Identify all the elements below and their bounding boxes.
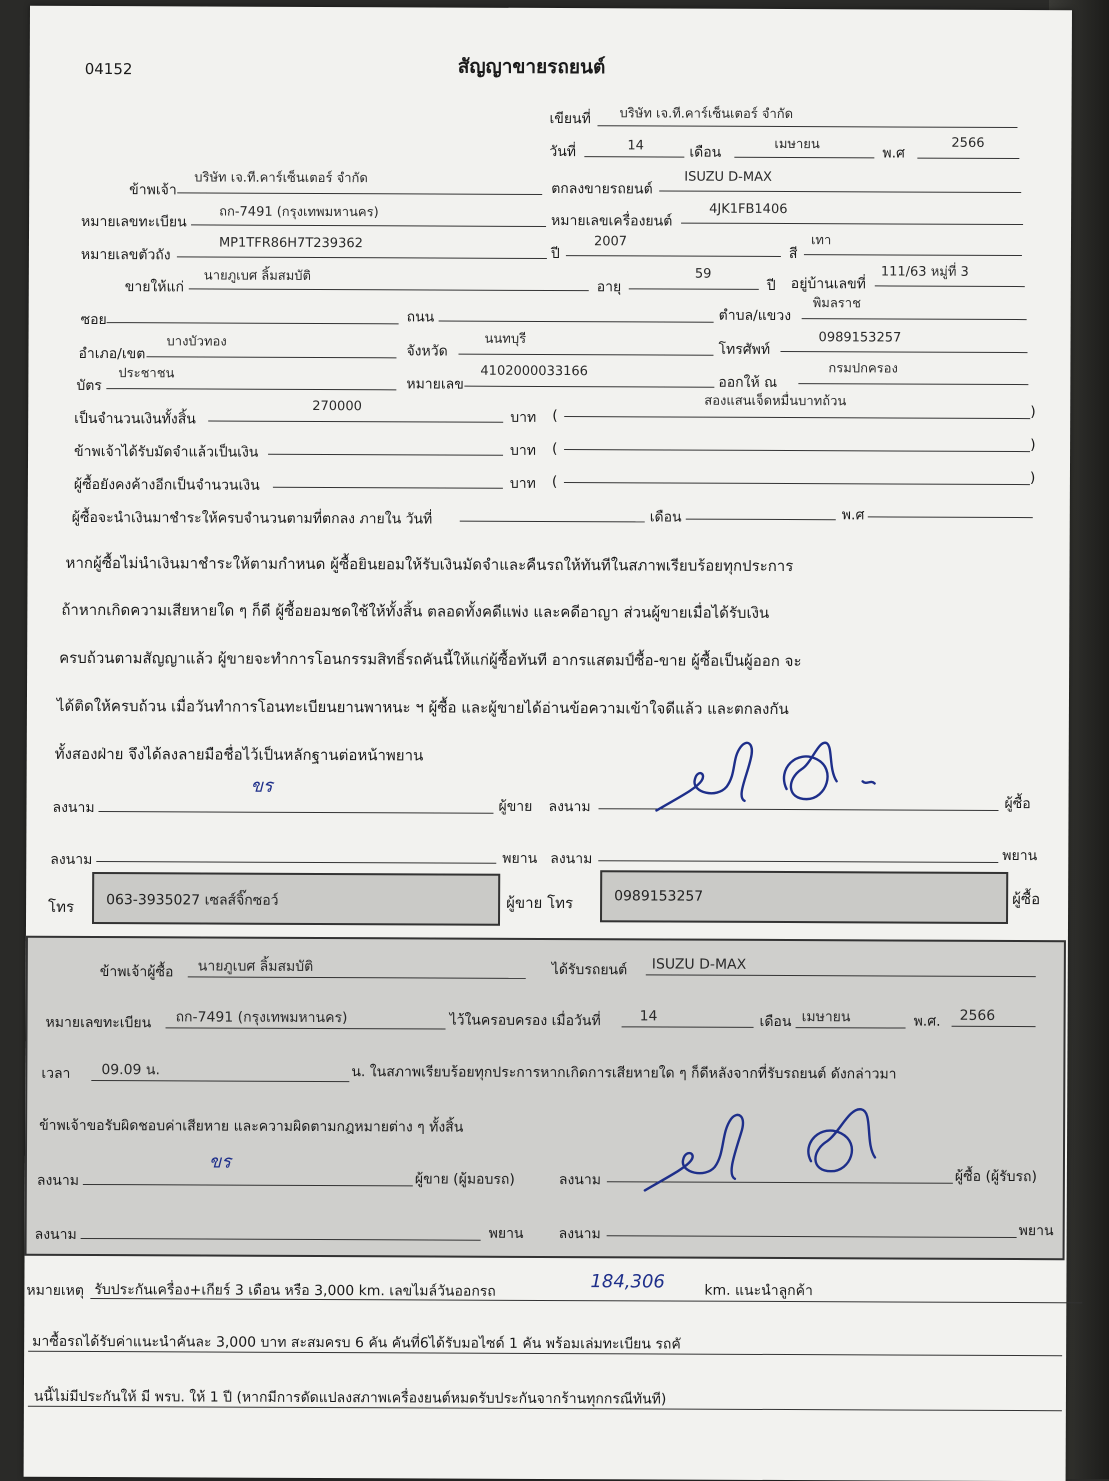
contract-sheet (24, 6, 1072, 1481)
rule-line (273, 487, 503, 489)
receipt-plate: ถก-7491 (กรุงเทพมหานคร) (175, 1009, 348, 1027)
time-label: เวลา (41, 1065, 71, 1082)
rule-line (98, 811, 493, 814)
rule-line (564, 482, 1030, 485)
rule-line (917, 158, 1019, 159)
rule-line (798, 383, 1028, 385)
rule-line (598, 860, 998, 863)
buyer-id-number: 4102000033166 (480, 363, 588, 380)
rule-line (875, 285, 1025, 287)
baht-label: บาท (510, 442, 537, 459)
receipt-year-label: พ.ศ. (913, 1013, 941, 1030)
rule-line (868, 516, 1033, 518)
remarks-line: รับประกันเครื่อง+เกียร์ 3 เดือน หรือ 3,000 km. เลขไมล์วันออกรถ (94, 1282, 496, 1300)
document-number: 04152 (84, 59, 133, 79)
buyer-age: 59 (694, 266, 712, 282)
receipt-month-label: เดือน (759, 1013, 792, 1031)
sign-label: ลงนาม (52, 799, 95, 817)
rule-line (464, 386, 714, 388)
age-label: อายุ (596, 279, 622, 296)
chassis-number: MP1TFR86H7T239362 (218, 235, 363, 252)
rule-line (146, 356, 396, 358)
rule-line (681, 223, 1023, 225)
receipt-buyer-name: นายภูเบศ ลิ้มสมบัติ (197, 958, 314, 975)
soi-label: ซอย (80, 311, 107, 329)
rule-line (584, 156, 684, 157)
due-label: ผู้ซื้อจะนำเงินมาชำระให้ครบจำนวนตามที่ตกลง ภายใน วันที่ (71, 509, 433, 528)
seller-role: ผู้ขาย (498, 798, 533, 815)
buyer-role: ผู้ซื้อ (1012, 890, 1041, 909)
paren-open: ( (552, 408, 558, 425)
sign-label: ลงนาม (550, 851, 593, 868)
rule-line (208, 421, 503, 423)
buyer-phone: 0989153257 (614, 888, 704, 905)
remarks-line-end: km. แนะนำลูกค้า (704, 1282, 813, 1300)
seller-phone-role: ผู้ขาย โทร (506, 893, 574, 913)
paren-open: ( (551, 474, 558, 491)
road-label: ถนน (406, 309, 435, 326)
sign-label: ลงนาม (548, 798, 591, 816)
seller-phone-box (92, 872, 500, 926)
total-amount: 270000 (312, 398, 362, 415)
rule-line (804, 254, 1022, 256)
address-label: อยู่บ้านเลขที่ (790, 276, 866, 293)
rule-line (659, 190, 1021, 193)
card-type: ประชาชน (118, 366, 175, 382)
terms-line: ทั้งสองฝ่าย จึงได้ลงลายมือชื่อไว้เป็นหลักฐานต่อหน้าพยาน (54, 744, 424, 765)
witness-role: พยาน (1018, 1223, 1054, 1240)
mileage-value: 184,306 (590, 1271, 665, 1293)
received-label: ได้รับรถยนต์ (551, 962, 628, 979)
condition-text: น. ในสภาพเรียบร้อยทุกประการหากเกิดการเสียหายใด ๆ ก็ดีหลังจากที่รับรถยนต์ ดังกล่าวมา (351, 1064, 897, 1083)
date-label: วันที่ (549, 143, 577, 161)
buyer-subdistrict: พิมลราช (812, 296, 861, 312)
subdistrict-label: ตำบล/แขวง (718, 307, 792, 325)
color-label: สี (788, 246, 798, 263)
buyer-address: 111/63 หมู่ที่ 3 (880, 264, 969, 280)
page-title: สัญญาขายรถยนต์ (457, 55, 606, 79)
buyer-role: ผู้ซื้อ (1004, 795, 1031, 813)
phone-label: โทรศัพท์ (718, 341, 771, 358)
receipt-day: 14 (639, 1008, 658, 1025)
receipt-box (25, 936, 1066, 1261)
issued-by: กรมปกครอง (828, 361, 898, 377)
receipt-buyer-role: ผู้ซื้อ (ผู้รับรถ) (954, 1168, 1038, 1186)
witness-role: พยาน (488, 1225, 524, 1242)
written-at-value: บริษัท เจ.ที.คาร์เซ็นเตอร์ จำกัด (619, 106, 794, 123)
balance-label: ผู้ซื้อยังคงค้างอีกเป็นจำนวนเงิน (73, 476, 260, 494)
rule-line (177, 256, 547, 259)
terms-line: ได้ติดให้ครบถ้วน เมื่อวันทำการโอนทะเบียนยานพาหนะ ฯ ผู้ซื้อ และผู้ขายได้อ่านข้อความเข้าใจดีแล้ว และตกลงกัน (56, 696, 789, 719)
remarks-label: หมายเหตุ (26, 1282, 85, 1299)
rule-line (268, 454, 503, 456)
rule-line (107, 322, 399, 324)
receipt-seller-signature: ขร (208, 1151, 231, 1173)
age-unit: ปี (766, 277, 776, 294)
date-year: 2566 (951, 135, 985, 151)
seller-name: บริษัท เจ.ที.คาร์เซ็นเตอร์ จำกัด (194, 170, 368, 187)
receipt-year: 2566 (959, 1007, 996, 1024)
chassis-label: หมายเลขตัวถัง (80, 246, 171, 264)
due-month-label: เดือน (649, 509, 682, 526)
buyer-signature (636, 728, 896, 819)
rule-line (458, 354, 713, 356)
seller-signature: ขร (250, 775, 273, 797)
date-day: 14 (627, 138, 644, 154)
phone-label: โทร (48, 897, 75, 916)
receipt-month: เมษายน (801, 1009, 851, 1026)
rule-line (686, 519, 836, 521)
paren-open: ( (552, 441, 558, 458)
rule-line (597, 125, 1017, 128)
receipt-plate-label: หมายเลขทะเบียน (45, 1014, 152, 1032)
rule-line (90, 1298, 1082, 1303)
terms-line: หากผู้ซื้อไม่นำเงินมาชำระให้ตามกำหนด ผู้ซื้อยินยอมให้รับเงินมัดจำและคืนรถให้ทันทีในสภาพเรียบร้อยทุกประการ (65, 553, 794, 576)
sold-to-label: ขายให้แก่ (124, 279, 185, 296)
year-label: พ.ศ (882, 145, 905, 162)
total-label: เป็นจำนวนเงินทั้งสิ้น (74, 410, 196, 428)
due-year-label: พ.ศ (841, 507, 865, 524)
buyer-phone-box (600, 870, 1008, 924)
buyer-district: บางบัวทอง (166, 334, 227, 350)
deposit-label: ข้าพเจ้าได้รับมัดจำแล้วเป็นเงิน (74, 443, 259, 461)
car-year-label: ปี (550, 246, 560, 263)
plate-number: ถก-7491 (กรุงเทพมหานคร) (219, 204, 379, 221)
terms-line: ถ้าหากเกิดความเสียหายใด ๆ ก็ดี ผู้ซื้อยอมชดใช้ให้ทั้งสิ้น ตลอดทั้งคดีแพ่ง และคดีอาญา ส่วนผู้ขายเมื่อได้รับเงิน (61, 600, 770, 622)
rule-line (566, 255, 781, 257)
seller-label: ข้าพเจ้า (129, 182, 177, 199)
sign-label: ลงนาม (36, 1172, 79, 1189)
id-label: หมายเลข (406, 376, 464, 393)
car-model: ISUZU D-MAX (684, 169, 772, 185)
engine-number: 4JK1FB1406 (709, 201, 788, 218)
province-label: จังหวัด (406, 343, 448, 360)
card-label: บัตร (76, 377, 102, 395)
buyer-province: นนทบุรี (484, 331, 527, 347)
month-label: เดือน (689, 144, 722, 161)
paren-close: ) (1030, 404, 1036, 421)
rule-line (564, 449, 1030, 452)
rule-line (177, 192, 542, 195)
sign-label: ลงนาม (34, 1226, 77, 1243)
rule-line (734, 157, 874, 159)
district-label: อำเภอ/เขต (78, 345, 146, 363)
written-at-label: เขียนที่ (549, 110, 591, 128)
rule-line (96, 861, 496, 864)
receipt-buyer-signature (635, 1098, 895, 1199)
rule-line (460, 521, 645, 523)
receipt-time: 09.09 น. (101, 1062, 160, 1079)
baht-label: บาท (509, 475, 536, 492)
issued-label: ออกให้ ณ (718, 374, 778, 391)
agree-label: ตกลงขายรถยนต์ (551, 181, 653, 198)
sign-label: ลงนาม (558, 1172, 601, 1189)
buyer-name: นายภูเบศ ลิ้มสมบัติ (203, 268, 312, 284)
rule-line (106, 388, 396, 390)
witness-role: พยาน (502, 850, 538, 867)
paren-close: ) (1030, 437, 1036, 454)
paren-close: ) (1029, 470, 1036, 487)
receipt-car: ISUZU D-MAX (651, 956, 747, 973)
rule-line (439, 321, 714, 323)
total-in-words: สองแสนเจ็ดหมื่นบาทถ้วน (704, 393, 847, 410)
baht-label: บาท (510, 409, 537, 426)
liability-text: ข้าพเจ้าขอรับผิดชอบค่าเสียหาย และความผิดตามกฎหมายต่าง ๆ ทั้งสิ้น (39, 1117, 464, 1136)
engine-label: หมายเลขเครื่องยนต์ (551, 213, 673, 230)
remarks-line: นนี้ไม่มีประกันให้ มี พรบ. ให้ 1 ปี (หากมีการดัดแปลงสภาพเครื่องยนต์หมดรับประกันจากร้านทุกกรณีทันที) (33, 1388, 667, 1408)
car-year: 2007 (593, 234, 628, 250)
plate-label: หมายเลขทะเบียน (81, 213, 187, 231)
rule-line (781, 351, 1028, 353)
rule-line (564, 416, 1030, 419)
witness-role: พยาน (1002, 847, 1038, 865)
rule-line (189, 288, 589, 291)
buyer-phone: 0989153257 (818, 330, 902, 346)
remarks-line: มาซื้อรถได้รับค่าแนะนำคันละ 3,000 บาท สะสมครบ 6 คัน คันที่6ได้รับมอไซด์ 1 คัน พร้อมเล่มทะเบียน รถคั (32, 1333, 681, 1353)
possession-label: ไว้ในครอบครอง เมื่อวันที่ (449, 1012, 601, 1030)
sign-label: ลงนาม (558, 1226, 601, 1243)
receipt-seller-role: ผู้ขาย (ผู้มอบรถ) (414, 1171, 515, 1188)
rule-line (629, 288, 759, 290)
car-color: เทา (810, 233, 832, 249)
seller-phone: 063-3935027 เซลส์จิ๊กซอว์ (106, 892, 279, 909)
rule-line (191, 224, 546, 227)
sign-label: ลงนาม (50, 851, 93, 869)
terms-line: ครบถ้วนตามสัญญาแล้ว ผู้ขายจะทำการโอนกรรมสิทธิ์รถคันนี้ให้แก่ผู้ซื้อทันที อากรแสตมป์ซื้อ-ขาย ผู้ซื้อเป็นผู้ออก จะ (59, 648, 802, 671)
date-month: เมษายน (774, 136, 820, 153)
receipt-buyer-label: ข้าพเจ้าผู้ซื้อ (99, 964, 174, 981)
rule-line (802, 318, 1027, 320)
